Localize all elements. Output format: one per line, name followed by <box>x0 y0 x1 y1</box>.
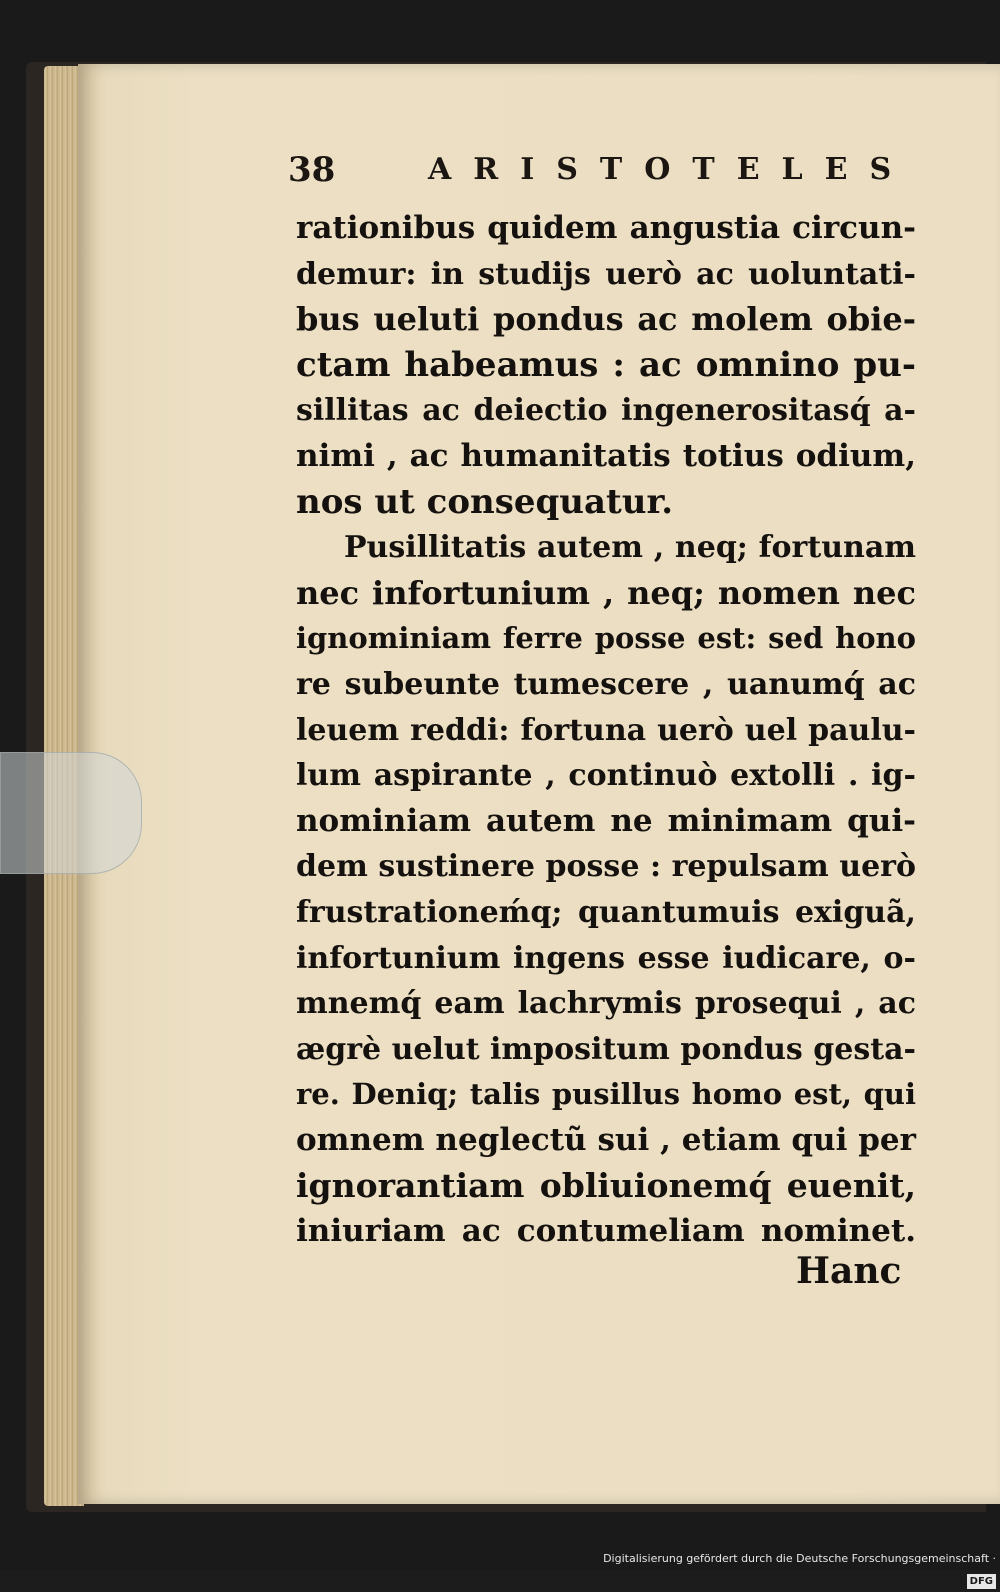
text-line: ægrè uelut impositum pondus gesta- <box>296 1031 916 1067</box>
text-line: bus ueluti pondus ac molem obie- <box>296 300 916 339</box>
text-line: re. Deniq; talis pusillus homo est, qui <box>296 1077 916 1112</box>
text-line: nec infortunium , neq; nomen nec <box>296 573 916 612</box>
text-line: mnemq́ eam lachrymis prosequi , ac <box>296 986 916 1022</box>
text-line: leuem reddi: fortuna uerò uel paulu- <box>296 712 916 748</box>
text-line: infortunium ingens esse iudicare, o- <box>296 940 916 976</box>
text-line: re subeunte tumescere , uanumq́ ac <box>296 666 916 702</box>
running-title: ARISTOTELES <box>428 152 914 187</box>
text-line: omnem neglectũ sui , etiam qui per <box>296 1121 916 1158</box>
text-line: ctam habeamus : ac omnino pu- <box>296 344 916 385</box>
digitization-credit <box>600 1548 1000 1587</box>
text-line: rationibus quidem angustia circun- <box>296 210 916 246</box>
body-text <box>296 206 916 1255</box>
text-line: ignorantiam obliuionemq́ euenit, <box>296 1166 916 1206</box>
text-line: nos ut consequatur. <box>296 481 674 522</box>
text-line: sillitas ac deiectio ingenerositasq́ a- <box>296 393 916 429</box>
running-head <box>288 150 914 200</box>
text-line: lum aspirante , continuò extolli . ig- <box>296 758 916 794</box>
dfg-logo: DFG <box>967 1574 996 1589</box>
text-line: nimi , ac humanitatis totius odium, <box>296 437 916 474</box>
page-number: 38 <box>288 150 336 190</box>
text-line: demur: in studijs uerò ac uoluntati- <box>296 256 916 292</box>
text-line: nominiam autem ne minimam qui- <box>296 802 916 839</box>
text-line: frustrationeḿq; quantumuis exiguã, <box>296 894 916 930</box>
text-line: dem sustinere posse : repulsam uerò <box>296 849 916 885</box>
page-clip <box>0 752 142 874</box>
text-line: iniuriam ac contumeliam nominet. <box>296 1213 916 1250</box>
text-line: Pusillitatis autem , neq; fortunam <box>344 530 916 566</box>
catchword: Hanc <box>796 1250 902 1292</box>
credit-text: Digitalisierung gefördert durch die Deutsche Forschungsgemeinschaft · <box>603 1552 996 1565</box>
text-line: ignominiam ferre posse est: sed hono <box>296 621 916 656</box>
